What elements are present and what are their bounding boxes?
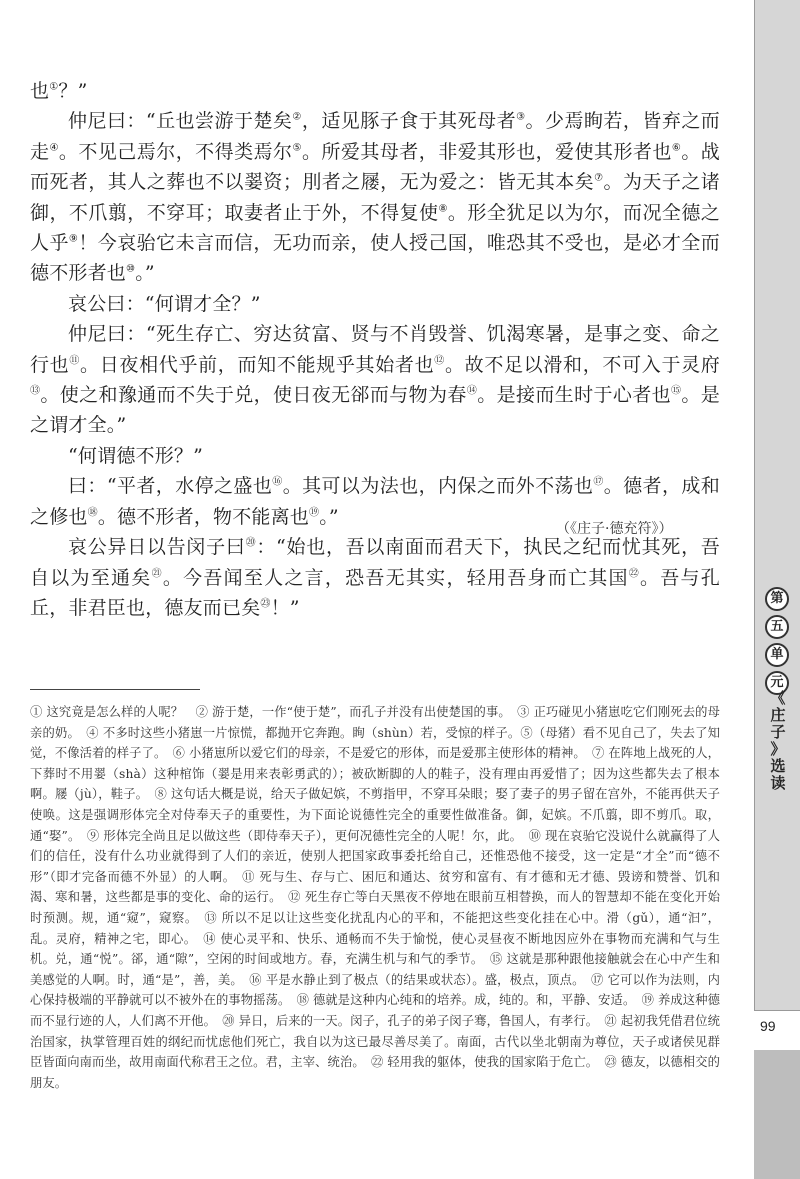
text-run: 仲尼曰：“丘也尝游于楚矣	[68, 110, 293, 133]
unit-char: 五	[765, 615, 789, 639]
note-marker: ②	[292, 112, 302, 124]
text-run: 。战而死者，其人之葬也不以翣资；刖者之屦，无为爱之：皆无其本矣	[30, 140, 720, 194]
text-run: 。德不形者，物不能离也	[97, 505, 310, 528]
note-marker: ⑯	[272, 476, 283, 488]
paragraph	[30, 106, 720, 288]
note-marker: ⑦	[594, 172, 604, 184]
text-run: 哀公曰：“何谓才全？”	[68, 292, 261, 315]
note-marker: ⑭	[466, 385, 478, 397]
text-run: “何谓德不形？”	[68, 444, 204, 467]
text-run: 。所爱其母者，非爱其形也，爱使其形者也	[301, 140, 672, 163]
text-run: 。少焉眴若，皆弃之而走	[30, 110, 720, 163]
note-marker: ⑮	[671, 385, 682, 397]
text-run: 。为天子之诸御，不爪翦，不穿耳；取妻者止于外，不得复使	[30, 171, 720, 224]
book-title-char: 选	[770, 757, 786, 775]
unit-char: 单	[765, 643, 789, 667]
note-marker: ⑫	[434, 355, 445, 367]
text-run: 。是之谓才全。”	[30, 384, 721, 437]
note-marker: ③	[516, 112, 526, 124]
text-run: 仲尼曰：“死生存亡、穷达贫富、贤与不肖毁誉、饥渴寒暑，是事之变、命之行也	[30, 323, 720, 376]
note-marker: ⑳	[245, 537, 257, 549]
note-marker: ④	[49, 142, 59, 154]
text-run: ？”	[58, 80, 88, 102]
unit-char: 元	[765, 671, 789, 695]
book-title-tab	[766, 690, 790, 792]
paragraph	[30, 289, 720, 319]
footnotes: ① 这究竟是怎么样的人呢？ ② 游于楚，一作“使于楚”，而孔子并没有出使楚国的事。 ③ 正巧碰见小猪崽吃它们刚死去的母亲的奶。 ④ 不多时这些小猪崽一片惊慌，都抛开它奔跑。眴（shùn）若，受惊的样子。⑤（母猪）看不见自己了，失去了知觉，不像活着的样子了。 ⑥ 小猪崽所以爱它们的母亲，不是爱它的形体，而是爱那主使形体的精神。 ⑦ 在阵地上战死的人，下葬时不用翣（shà）这种棺饰（翣是用来表彰勇武的）；被砍断脚的人的鞋子，没有理由再爱惜了；因为这些都失去了根本啊。屦（jù），鞋子。 ⑧ 这句话大概是说，给天子做妃嫔，不剪指甲，不穿耳朵眼；娶了妻子的男子留在宫外，不能再供天子使唤。这是强调形体完全对侍奉天子的重要性，为下面论说德性完全的重要性做准备。御，妃嫔。不爪翦，即不剪爪。取，通“娶”。 ⑨ 形体完全尚且足以做这些（即侍奉天子），更何况德性完全的人呢！尔，此。 ⑩ 现在哀骀它没说什么就赢得了人们的信任，没有什么功业就得到了人们的亲近，使别人把国家政事委托给自己，还惟恐他不接受，这一定是“才全”而“德不形”（即才完备而德不外显）的人啊。 ⑪ 死与生、存与亡、困厄和通达、贫穷和富有、有才德和无才德、毁谤和赞誉、饥和渴、寒和暑，这些都是事的变化、命的运行。 ⑫ 死生存亡等白天黑夜不停地在眼前互相替换，而人的智慧却不能在变化开始时预测。规，通“窥”，窥察。 ⑬ 所以不足以让这些变化扰乱内心的平和，不能把这些变化挂在心中。滑（gǔ），通“汩”，乱。灵府，精神之宅，即心。 ⑭ 使心灵平和、快乐、通畅而不失于愉悦，使心灵昼夜不断地因应外在事物而充满和气与生机。兑，通“悦”。郤，通“隙”，空闲的时间或地方。春，充满生机与和气的季节。 ⑮ 这就是那种跟他接触就会在心中产生和美感觉的人啊。时，通“是”，善，美。 ⑯ 平是水静止到了极点（的结果或状态）。盛，极点，顶点。 ⑰ 它可以作为法则，内心保持极端的平静就可以不被外在的事物摇荡。 ⑱ 德就是这种内心纯和的培养。成，纯的。和，平静、安适。 ⑲ 养成这种德而不显行迹的人，人们离不开他。 ⑳ 异日，后来的一天。闵子，孔子的弟子闵子骞，鲁国人，有孝行。 ㉑ 起初我凭借君位统治国家，执掌管理百姓的纲纪而忧虑他们死亡，我自以为这已最尽善尽美了。南面，古代以坐北朝南为尊位，天子或诸侯见群臣皆面向南而坐，故用南面代称君王之位。君，主宰、统治。 ㉒ 轻用我的躯体，使我的国家陷于危亡。 ㉓ 德友，以德相交的朋友。	[30, 705, 720, 1090]
book-title-char: 《	[770, 689, 786, 707]
paragraph	[30, 441, 720, 471]
book-title-char: 》	[770, 740, 786, 758]
note-marker: ㉒	[628, 568, 641, 580]
paragraph	[30, 76, 720, 106]
text-run: 曰：“平者，水停之盛也	[68, 475, 273, 498]
note-marker: ⑰	[593, 476, 604, 488]
text-run: 。其可以为法也，内保之而外不荡也	[282, 475, 594, 498]
note-marker: ⑤	[292, 142, 302, 154]
text-run: 也	[30, 80, 50, 102]
text-run: ，适见豚子食于其死母者	[301, 110, 517, 133]
text-run: 。是接而生时于心者也	[477, 384, 672, 407]
text-run: 。”	[319, 505, 339, 528]
note-marker: ㉓	[260, 598, 271, 610]
text-run: 。不见己焉尔，不得类焉尔	[58, 140, 293, 163]
note-marker: ⑨	[68, 233, 79, 245]
sidebar-lower-band	[754, 1050, 800, 1179]
text-run: 哀公异日以告闵子曰	[68, 536, 246, 559]
text-run: 。故不足以滑和，不可入于灵府	[444, 353, 720, 376]
book-title-char: 庄	[770, 706, 786, 724]
text-run: ！”	[270, 596, 300, 619]
paragraph	[30, 319, 720, 441]
source-citation: （《庄子·德充符》）	[556, 521, 673, 537]
book-title-char: 读	[770, 774, 786, 792]
book-title-char: 子	[770, 723, 786, 741]
text-run: 。德者，成和之修也	[30, 475, 721, 528]
text-run: 。”	[135, 262, 155, 285]
main-text	[30, 76, 720, 623]
note-marker: ①	[49, 81, 59, 93]
note-marker: ⑬	[30, 385, 41, 397]
text-run: ！今哀骀它未言而信，无功而亲，使人授己国，唯恐其不受也，是必才全而德不形者也	[30, 232, 720, 285]
text-run: 。今吾闻至人之言，恐吾无其实，轻用吾身而亡其国	[162, 566, 629, 589]
text-run: 。形全犹足以为尔，而况全德之人乎	[30, 201, 720, 255]
paragraph	[30, 532, 720, 623]
unit-char: 第	[765, 587, 789, 611]
note-marker: ㉑	[151, 568, 163, 580]
text-run: 。日夜相代乎前，而知不能规乎其始者也	[80, 353, 435, 376]
text-run: ：“始也，吾以南面而君天下，执民之纪而忧其死，吾自以为至通矣	[30, 536, 721, 589]
note-marker: ⑱	[87, 507, 98, 519]
page-number: 99	[760, 1018, 776, 1034]
note-marker: ⑧	[438, 203, 448, 215]
unit-tab	[758, 587, 796, 699]
note-marker: ⑩	[126, 264, 136, 276]
note-marker: ⑥	[671, 142, 682, 154]
note-marker: ⑪	[69, 355, 81, 367]
text-run: 。吾与孔丘，非君臣也，德友而已矣	[30, 566, 721, 619]
text-run: 。使之和豫通而不失于兑，使日夜无郤而与物为春	[40, 384, 467, 407]
footnote-divider	[30, 689, 200, 690]
note-marker: ⑲	[309, 507, 320, 519]
